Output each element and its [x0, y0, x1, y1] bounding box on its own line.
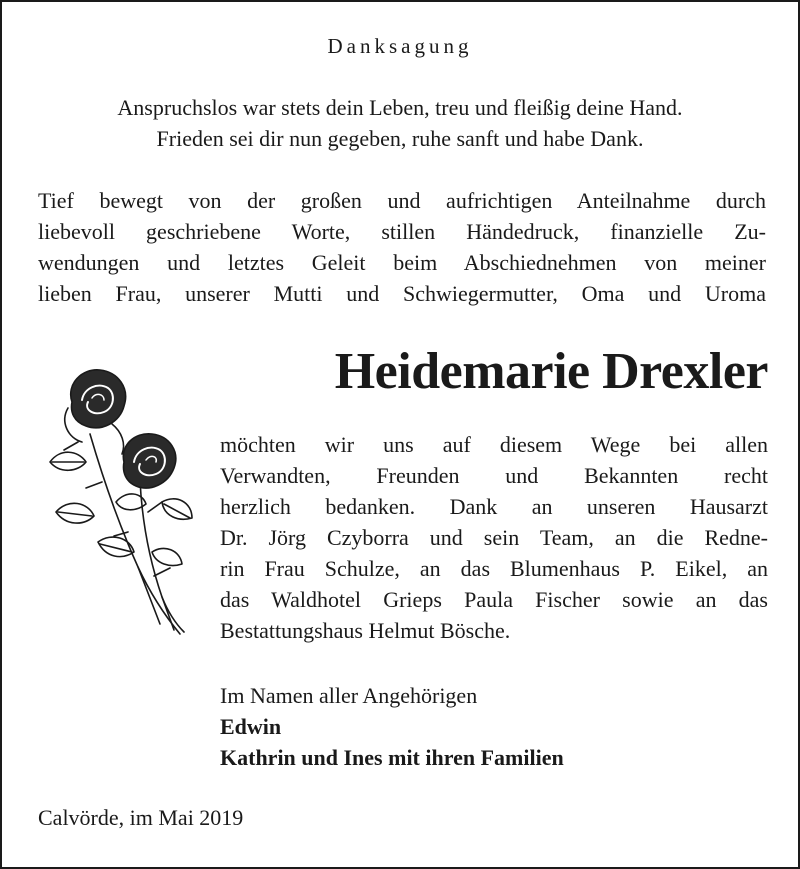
intro-paragraph	[38, 185, 766, 309]
intro-line: Tief bewegt von der großen und aufrichtigen Anteilnahme durch	[38, 188, 766, 213]
notice-heading: Danksagung	[327, 34, 473, 58]
poem	[2, 92, 798, 154]
poem-line: Frieden sei dir nun gegeben, ruhe sanft und habe Dank.	[156, 126, 644, 151]
thanks-line: herzlich bedanken. Dank an unseren Hausarzt	[220, 494, 768, 519]
intro-line: liebevoll geschriebene Worte, stillen Händedruck, finanzielle Zu-	[38, 219, 766, 244]
signature-intro: Im Namen aller Angehörigen	[220, 683, 478, 708]
thanks-line: Verwandten, Freunden und Bekannten recht	[220, 463, 768, 488]
deceased-name: Heidemarie Drexler	[334, 343, 768, 400]
place-date: Calvörde, im Mai 2019	[38, 805, 244, 830]
signature-name: Edwin	[220, 714, 282, 739]
intro-line: wendungen und letztes Geleit beim Abschiednehmen von meiner	[38, 250, 766, 275]
signature-block	[220, 680, 768, 773]
thanks-line: das Waldhotel Grieps Paula Fischer sowie an das	[220, 587, 768, 612]
thanks-line: Bestattungshaus Helmut Bösche.	[220, 618, 511, 643]
rose-icon	[42, 362, 202, 642]
thanks-line: rin Frau Schulze, an das Blumenhaus P. Eikel, an	[220, 556, 768, 581]
intro-line: lieben Frau, unserer Mutti und Schwiegermutter, Oma und Uroma	[38, 281, 766, 306]
poem-line: Anspruchslos war stets dein Leben, treu und fleißig deine Hand.	[117, 95, 683, 120]
signature-name: Kathrin und Ines mit ihren Familien	[220, 745, 564, 770]
thanks-line: möchten wir uns auf diesem Wege bei allen	[220, 432, 768, 457]
thanks-paragraph	[220, 429, 768, 646]
thanks-line: Dr. Jörg Czyborra und sein Team, an die Redne-	[220, 525, 768, 550]
